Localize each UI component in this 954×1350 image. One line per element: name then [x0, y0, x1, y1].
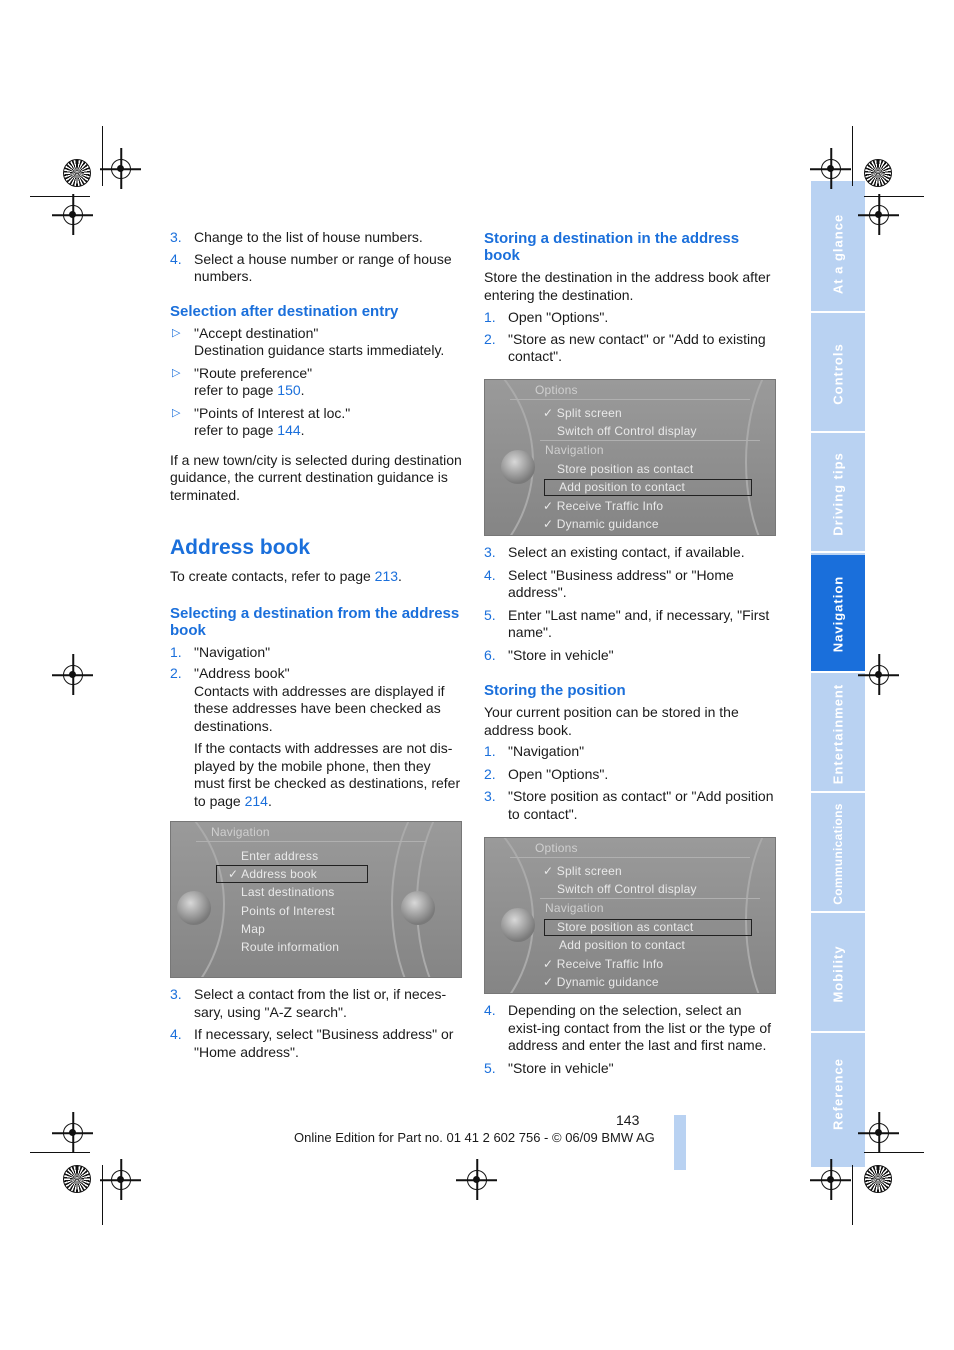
bullet-item: ▷ "Route preference" refer to page 150.	[172, 364, 313, 398]
left-column	[170, 229, 462, 810]
registration-mark-icon	[467, 1170, 487, 1190]
crop-mark	[30, 196, 90, 197]
list-item: 3. Change to the list of house numbers.	[170, 229, 423, 245]
right-column-middle	[484, 544, 776, 823]
menu-item: Add position to contact	[559, 480, 686, 494]
selection-highlight	[544, 919, 752, 936]
tab-communications[interactable]: Communications	[811, 795, 865, 913]
menu-item: ✓ Dynamic guidance	[543, 975, 659, 989]
tab-entertainment[interactable]: Entertainment	[811, 675, 865, 793]
list-item: 5. "Store in vehicle"	[484, 1059, 614, 1076]
page-link[interactable]: 150	[277, 382, 301, 398]
paragraph: Your current position can be stored in the address book.	[484, 704, 739, 738]
menu-item: ✓ Receive Traffic Info	[543, 499, 664, 513]
page-link[interactable]: 144	[277, 422, 301, 438]
menu-item: Last destinations	[241, 885, 335, 899]
crop-mark	[852, 1165, 853, 1225]
crop-mark	[102, 1165, 103, 1225]
crop-mark	[102, 126, 103, 186]
menu-group-label: Navigation	[545, 443, 604, 457]
registration-mark-icon	[869, 205, 889, 225]
controller-knob-icon	[177, 891, 211, 925]
list-item: 3. "Store position as contact" or "Add position to contact".	[484, 788, 774, 822]
selection-highlight	[216, 865, 368, 883]
color-calibration-icon	[63, 159, 91, 187]
menu-title: Navigation	[211, 825, 270, 839]
tab-at-a-glance[interactable]: At a glance	[811, 195, 865, 313]
list-item: 5. Enter "Last name" and, if necessary, "First name".	[484, 606, 770, 640]
registration-mark-icon	[111, 159, 131, 179]
right-column-lower	[484, 1002, 776, 1077]
list-item: 2. "Store as new contact" or "Add to existing contact".	[484, 330, 766, 364]
section-heading: Storing the position	[484, 682, 626, 699]
crop-mark	[864, 196, 924, 197]
menu-item: Switch off Control display	[557, 882, 697, 896]
controller-knob-icon	[401, 891, 435, 925]
menu-item: Store position as contact	[557, 920, 694, 934]
paragraph: Store the destination in the address book after entering the destination.	[484, 269, 771, 303]
selection-highlight	[544, 479, 752, 496]
tab-reference[interactable]: Reference	[830, 1058, 846, 1130]
tab-navigation[interactable]: Navigation	[811, 555, 865, 673]
tab-controls[interactable]: Controls	[811, 315, 865, 433]
registration-mark-icon	[869, 1123, 889, 1143]
menu-item: ✓ Address book	[228, 867, 317, 881]
color-calibration-icon	[864, 1165, 892, 1193]
menu-item: ✓ Receive Traffic Info	[543, 957, 664, 971]
tab-mobility[interactable]: Mobility	[811, 915, 865, 1033]
menu-item: ✓ Dynamic guidance	[543, 517, 659, 531]
registration-mark-icon	[63, 665, 83, 685]
list-item: 1. "Navigation"	[170, 643, 271, 660]
menu-item: Switch off Control display	[557, 424, 697, 438]
list-item: 6. "Store in vehicle"	[484, 646, 614, 663]
list-item: 4. Depending on the selection, select an exist-ing contact from the list or the type of address and enter the last and first name.	[484, 1002, 772, 1053]
list-item: 4. If necessary, select "Business address" or "Home address".	[170, 1026, 454, 1060]
menu-item: ✓ Split screen	[543, 864, 622, 878]
section-heading: Selection after destination entry	[170, 302, 399, 320]
registration-mark-icon	[111, 1170, 131, 1190]
footer-edition: Online Edition for Part no. 01 41 2 602 756 - © 06/09 BMW AG	[294, 1130, 655, 1145]
paragraph: If a new town/city is selected during destination guidance, the current destination guidance is terminated.	[170, 451, 462, 503]
menu-item: Store position as contact	[557, 462, 694, 476]
menu-item: ✓ Split screen	[543, 406, 622, 420]
menu-item: Route information	[241, 940, 340, 954]
left-column-lower	[170, 986, 462, 1061]
list-item: 4. Select "Business address" or "Home address".	[484, 566, 734, 600]
controller-knob-icon	[501, 450, 535, 484]
menu-item: Points of Interest	[241, 904, 335, 918]
crop-mark	[864, 1152, 924, 1153]
options-menu-screenshot	[484, 379, 776, 536]
registration-mark-icon	[821, 1170, 841, 1190]
menu-item: Map	[241, 922, 265, 936]
registration-mark-icon	[869, 665, 889, 685]
color-calibration-icon	[864, 159, 892, 187]
menu-group-label: Navigation	[545, 901, 604, 915]
registration-mark-icon	[63, 205, 83, 225]
list-item: 4. Select a house number or range of house numbers.	[170, 250, 452, 284]
options-menu-screenshot	[484, 837, 776, 994]
paragraph: To create contacts, refer to page 213.	[170, 568, 402, 584]
menu-title: Options	[535, 383, 578, 397]
triangle-bullet-icon: ▷	[172, 406, 181, 419]
registration-mark-icon	[63, 1123, 83, 1143]
right-column	[484, 230, 776, 366]
menu-item: Enter address	[241, 849, 319, 863]
triangle-bullet-icon: ▷	[172, 326, 181, 339]
footer-bar	[674, 1115, 686, 1170]
list-item: 1. Open "Options".	[484, 309, 609, 325]
page-number: 143	[616, 1112, 640, 1128]
bullet-item: ▷ "Points of Interest at loc." refer to page 144.	[172, 404, 351, 438]
bullet-item: ▷ "Accept destination" Destination guidance starts immediately.	[172, 324, 445, 358]
menu-title: Options	[535, 841, 578, 855]
triangle-bullet-icon: ▷	[172, 366, 181, 379]
list-item: 2. "Address book" Contacts with addresses are displayed if these addresses have been checked as destinations. If the contacts with addresses are not dis-played by the mobile phone, then they must first be checked as destinations, refer to page 214.	[170, 665, 461, 809]
list-item: 1. "Navigation"	[484, 743, 585, 759]
list-item: 2. Open "Options".	[484, 765, 609, 782]
list-item: 3. Select an existing contact, if available.	[484, 544, 745, 560]
crop-mark	[30, 1152, 90, 1153]
page-title: Address book	[170, 536, 311, 559]
page-link[interactable]: 213	[374, 568, 399, 584]
section-heading: Storing a destination in the address book	[484, 230, 740, 264]
section-heading: Selecting a destination from the address book	[170, 604, 460, 639]
tab-driving-tips[interactable]: Driving tips	[811, 435, 865, 553]
page-link[interactable]: 214	[244, 792, 268, 809]
navigation-menu-screenshot	[170, 821, 462, 978]
color-calibration-icon	[63, 1165, 91, 1193]
registration-mark-icon	[821, 159, 841, 179]
menu-item: Add position to contact	[559, 938, 686, 952]
list-item: 3. Select a contact from the list or, if neces-sary, using "A-Z search".	[170, 986, 447, 1020]
controller-knob-icon	[501, 908, 535, 942]
crop-mark	[852, 126, 853, 186]
